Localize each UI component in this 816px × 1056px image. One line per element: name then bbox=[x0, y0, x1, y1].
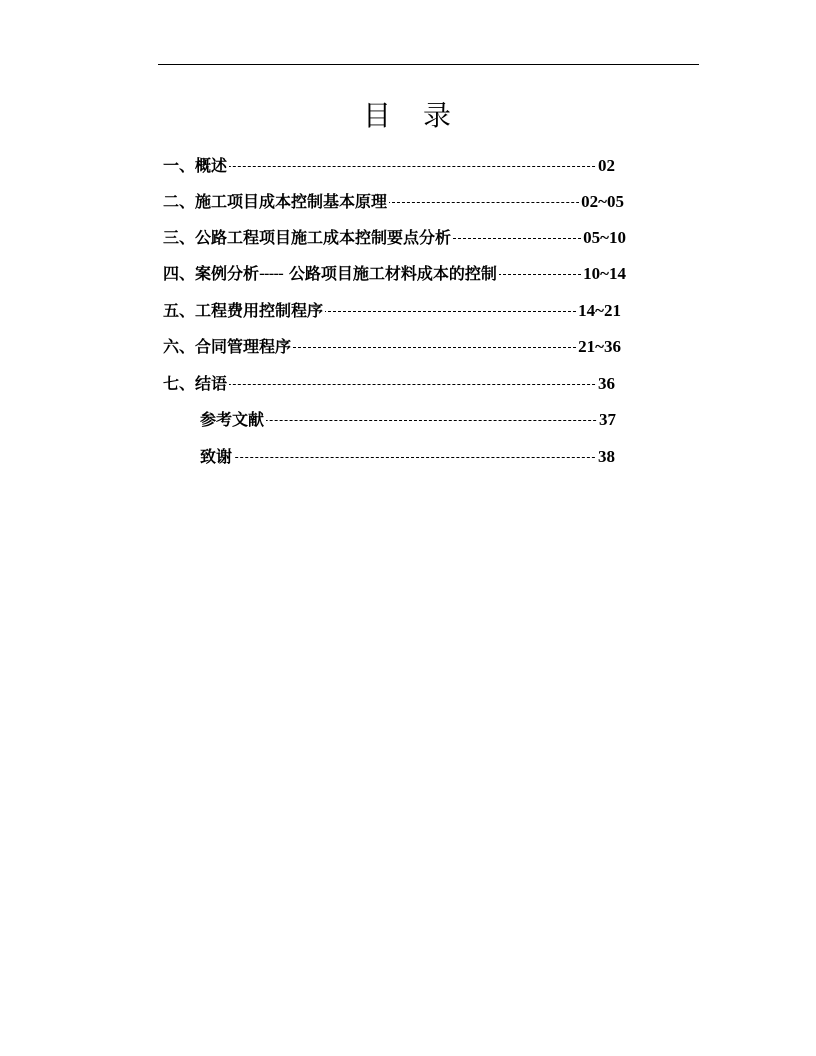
toc-entry-case-study[interactable] bbox=[163, 261, 626, 287]
toc-entry-separator: ----- bbox=[259, 264, 283, 283]
toc-entry-references[interactable] bbox=[200, 407, 616, 433]
toc-entry-overview[interactable] bbox=[163, 153, 615, 179]
toc-entry-contract-procedure[interactable] bbox=[163, 334, 621, 360]
toc-entry-title: 五、工程费用控制程序 bbox=[163, 298, 325, 324]
toc-entry-page: 38 bbox=[596, 444, 615, 470]
toc-entry-main-title: 四、案例分析 bbox=[163, 264, 260, 283]
toc-entry-page: 05~10 bbox=[581, 225, 626, 251]
toc-entry-title: 参考文献 bbox=[200, 407, 266, 433]
toc-entry-acknowledgements[interactable] bbox=[200, 444, 615, 470]
toc-entry-principles[interactable] bbox=[163, 189, 624, 215]
toc-entry-title bbox=[163, 261, 499, 287]
toc-entry-conclusion[interactable] bbox=[163, 371, 615, 397]
toc-entry-title: 七、结语 bbox=[163, 371, 229, 397]
toc-entry-page: 02 bbox=[596, 153, 615, 179]
toc-entry-key-points[interactable] bbox=[163, 225, 626, 251]
toc-entry-page: 36 bbox=[596, 371, 615, 397]
dot-leader bbox=[163, 384, 615, 385]
dot-leader bbox=[163, 166, 615, 167]
toc-heading: 目 录 bbox=[362, 99, 453, 132]
toc-entry-title: 一、概述 bbox=[163, 153, 229, 179]
toc-entry-subtitle: 公路项目施工材料成本的控制 bbox=[288, 264, 497, 283]
toc-entry-page: 10~14 bbox=[581, 261, 626, 287]
toc-entry-title: 致谢 bbox=[200, 444, 234, 470]
toc-entry-page: 02~05 bbox=[579, 189, 624, 215]
toc-entry-page: 37 bbox=[597, 407, 616, 433]
toc-entry-title: 六、合同管理程序 bbox=[163, 334, 293, 360]
dot-leader bbox=[200, 457, 615, 458]
toc-entry-cost-procedure[interactable] bbox=[163, 298, 621, 324]
toc-entry-page: 21~36 bbox=[576, 334, 621, 360]
toc-entry-title: 三、公路工程项目施工成本控制要点分析 bbox=[163, 225, 453, 251]
toc-entry-title: 二、施工项目成本控制基本原理 bbox=[163, 189, 389, 215]
toc-entry-page: 14~21 bbox=[576, 298, 621, 324]
